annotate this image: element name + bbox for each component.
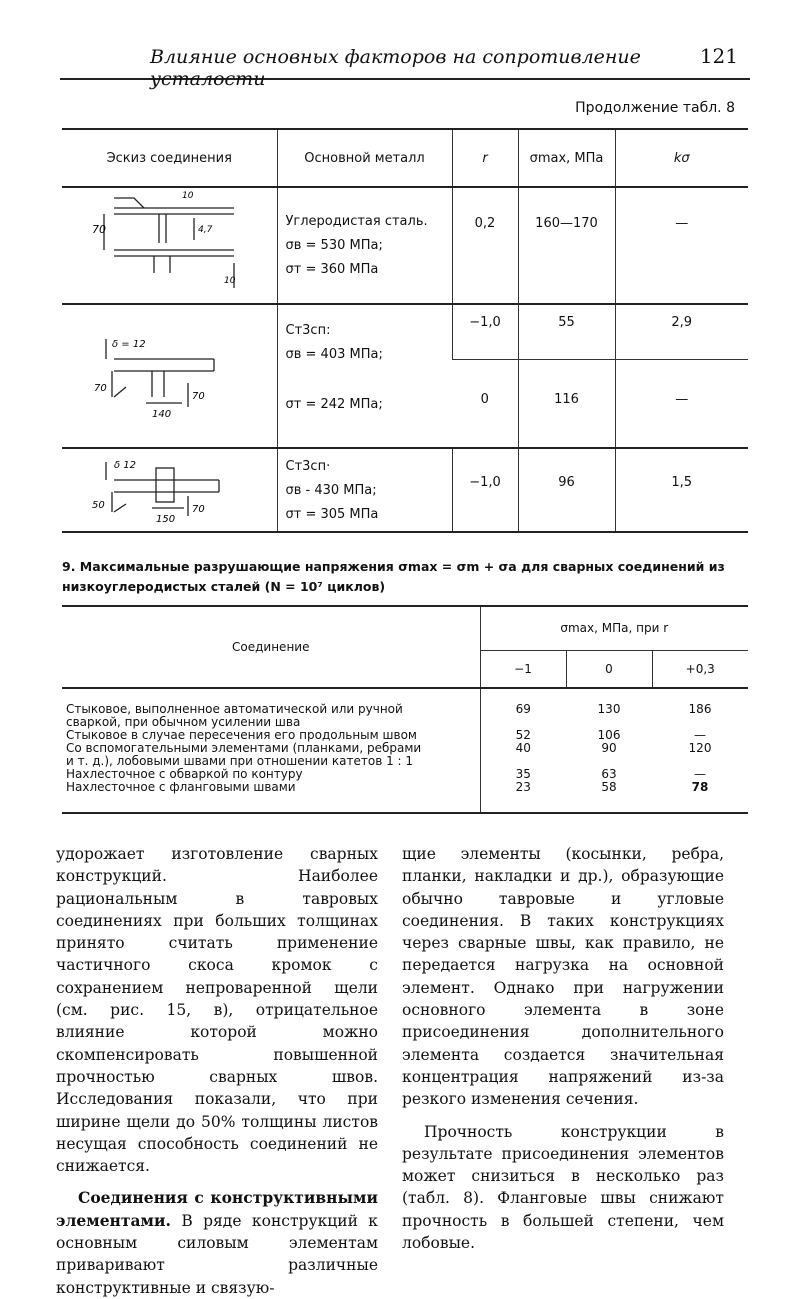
cell-value: — xyxy=(694,728,706,742)
cell-value: 52 xyxy=(480,729,566,742)
row-label: Нахлесточное с фланговыми швами xyxy=(62,781,480,813)
sketch-1 xyxy=(62,187,277,304)
row2-r: −1,0 xyxy=(452,304,518,359)
row3-k: — xyxy=(615,359,748,448)
sketch-3-label-delta: δ 12 xyxy=(114,460,137,471)
cell-value: — xyxy=(694,767,706,781)
row4-metal xyxy=(277,448,452,532)
row1-metal xyxy=(277,187,452,304)
sketch-1-drawing xyxy=(84,188,254,298)
paragraph-body: В ряде конструкций к основным силовым элементам приваривают различные конструктивные и связую- xyxy=(56,1211,378,1297)
sketch-3 xyxy=(62,448,277,532)
table-row xyxy=(62,781,748,813)
table-9 xyxy=(62,605,748,814)
cell-value: 120 xyxy=(688,741,712,755)
sketch-2 xyxy=(62,304,277,448)
paragraph xyxy=(56,1187,378,1298)
col-header-r3: +0,3 xyxy=(652,650,748,688)
cell-value: 106 xyxy=(597,728,621,742)
table-continuation-label: Продолжение табл. 8 xyxy=(575,100,735,116)
cell-value: 90 xyxy=(601,741,617,755)
metal-line: Ст3сп· xyxy=(285,459,331,474)
body-text-right xyxy=(402,843,724,1254)
row1-k: — xyxy=(615,187,748,304)
sketch-3-label-150: 150 xyxy=(156,514,176,525)
metal-line: σв - 430 МПа; xyxy=(285,483,377,498)
metal-line: Ст3сп: xyxy=(285,323,331,338)
sketch-1-label-10: 10 xyxy=(182,191,194,201)
row4-k: 1,5 xyxy=(615,448,748,532)
metal-line: σв = 403 МПа; xyxy=(285,347,383,362)
row-label xyxy=(62,742,480,768)
sketch-3-drawing xyxy=(84,454,254,526)
table-header-row xyxy=(62,606,748,650)
sketch-2-label-70: 70 xyxy=(94,383,107,394)
col-header-group: σmax, МПа, при r xyxy=(480,606,748,650)
cell-value: 63 xyxy=(601,767,617,781)
col-header-metal: Основной металл xyxy=(277,129,452,187)
cell-value: 130 xyxy=(597,702,621,716)
metal-line: Углеродистая сталь. xyxy=(285,214,428,229)
table-8 xyxy=(62,128,748,533)
body-text-left xyxy=(56,843,378,1299)
cell-value: 58 xyxy=(566,781,652,813)
cell-value: 23 xyxy=(480,781,566,813)
row-label-line: и т. д.), лобовыми швами при отношении катетов 1 : 1 xyxy=(66,754,414,768)
paragraph: щие элементы (косынки, ребра, планки, накладки и др.), образующие обычно тавровые и угловые соединения. В таких конструкциях через сварные швы, как правило, не передается нагрузка на основной элемент. Однако при нагружении основного элемента в зоне присоединения дополнительного элемента создается значительная концентрация напряжений из-за резкого изменения сечения. xyxy=(402,845,724,1109)
row2-smax: 55 xyxy=(518,304,615,359)
sketch-1-label-4-7: 4,7 xyxy=(198,225,213,235)
row-label-line: Стыковое, выполненное автоматической или ручной xyxy=(66,702,403,716)
row2-k: 2,9 xyxy=(615,304,748,359)
row2-metal xyxy=(277,304,452,448)
page-header xyxy=(60,38,750,90)
col-header-joint: Соединение xyxy=(62,606,480,688)
sketch-2-label-70b: 70 xyxy=(192,391,205,402)
paragraph: удорожает изготовление сварных конструкций. Наиболее рациональным в тавровых соединениях при больших толщинах принято считать применение частичного скоса кромок с сохранением непроваренной щели (см. рис. 15, в), отрицательное влияние которой можно скомпенсировать повышенной прочностью сварных швов. Исследования показали, что при ширине щели до 50% толщины листов несущая способность соединений не снижается. xyxy=(56,845,378,1176)
sketch-1-label-70: 70 xyxy=(92,223,107,236)
cell-value: 35 xyxy=(480,768,566,781)
table-row xyxy=(62,448,748,532)
col-header-r2: 0 xyxy=(566,650,652,688)
paragraph: Прочность конструкции в результате присоединения элементов может снизиться в несколько раз (табл. 8). Фланговые швы снижают прочность в большей степени, чем лобовые. xyxy=(402,1122,724,1253)
sketch-1-label-10b: 10 xyxy=(224,276,236,286)
table-header-row xyxy=(62,129,748,187)
row3-r: 0 xyxy=(452,359,518,448)
row4-r: −1,0 xyxy=(452,448,518,532)
row1-smax: 160—170 xyxy=(518,187,615,304)
sketch-3-label-50: 50 xyxy=(92,500,105,511)
table-row xyxy=(62,742,748,768)
sketch-3-label-70: 70 xyxy=(192,504,205,515)
page-number: 121 xyxy=(699,44,738,68)
col-header-sketch: Эскиз соединения xyxy=(62,129,277,187)
col-header-k: kσ xyxy=(615,129,748,187)
row1-r: 0,2 xyxy=(452,187,518,304)
col-header-r1: −1 xyxy=(480,650,566,688)
col-header-smax: σmax, МПа xyxy=(518,129,615,187)
row-label: Стыковое в случае пересечения его продольным швом xyxy=(66,728,417,742)
col-header-r: r xyxy=(452,129,518,187)
row-label-line: Со вспомогательными элементами (планками, ребрами xyxy=(66,741,422,755)
metal-line: σт = 360 МПа xyxy=(285,262,379,277)
sketch-2-label-delta: δ = 12 xyxy=(112,339,146,350)
running-title: Влияние основных факторов на сопротивление усталости xyxy=(150,46,641,90)
cell-value: 69 xyxy=(480,688,566,729)
paragraph-lead: Соединения с конструктивными элементами. xyxy=(56,1188,378,1230)
cell-value: 186 xyxy=(688,702,712,716)
row-label: Нахлесточное с обваркой по контуру xyxy=(66,767,303,781)
row4-smax: 96 xyxy=(518,448,615,532)
row3-smax: 116 xyxy=(518,359,615,448)
cell-value: 40 xyxy=(480,742,566,768)
table-9-caption: 9. Максимальные разрушающие напряжения σmax = σm + σa для сварных соединений из низкоуглеродистых сталей (N = 10⁷ циклов) xyxy=(62,559,725,594)
metal-line: σт = 242 МПа; xyxy=(285,397,383,412)
sketch-2-drawing xyxy=(84,331,254,421)
sketch-2-label-140: 140 xyxy=(152,409,172,420)
cell-value: 78 xyxy=(652,781,748,813)
table-row xyxy=(62,304,748,359)
row-label-line: сваркой, при обычном усилении шва xyxy=(66,715,301,729)
table-row xyxy=(62,187,748,304)
row-label xyxy=(62,688,480,729)
metal-line: σт = 305 МПа xyxy=(285,507,379,522)
table-row xyxy=(62,688,748,729)
metal-line: σв = 530 МПа; xyxy=(285,238,383,253)
